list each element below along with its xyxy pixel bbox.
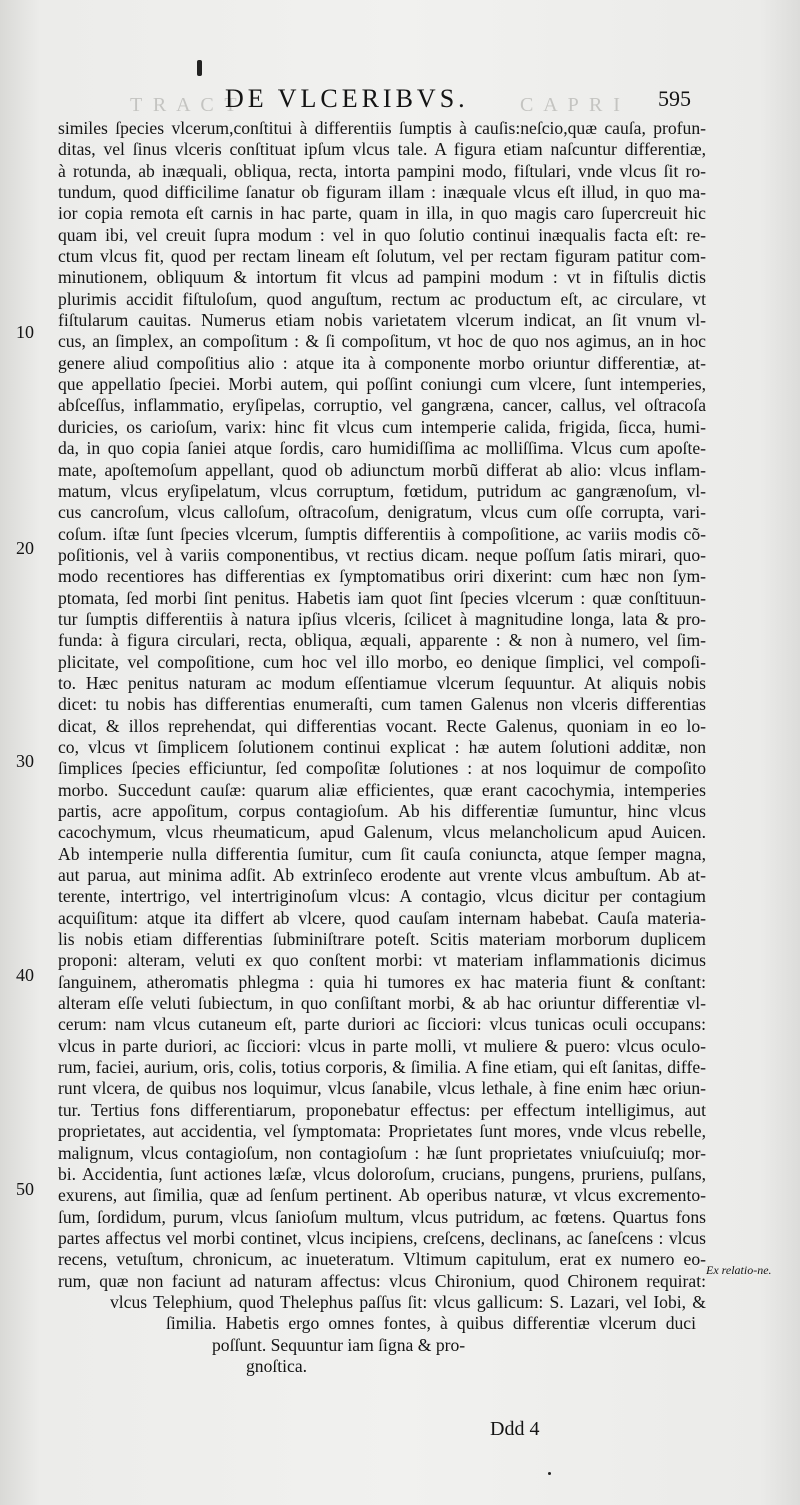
text-line: plicitate, vel compoſitione, cum hoc vel illo morbo, eo denique ſimplici, vel compoſi- bbox=[58, 651, 706, 672]
text-line: dicet: tu nobis has differentias enumeraſti, cum tamen Galenus non vlceris differentias bbox=[58, 694, 706, 715]
line-number-50: 50 bbox=[16, 1179, 34, 1199]
text-line: Ab intemperie nulla differentia ſumitur, cum ſit cauſa coniuncta, atque ſemper magna, bbox=[58, 843, 706, 864]
text-line: alteram eſſe veluti ſubiectum, in quo conſiſtant morbi, & ab hac oriuntur differentiæ vl- bbox=[58, 993, 706, 1014]
bleed-through-text-right: C A P R I bbox=[520, 94, 623, 116]
text-line: vlcus in parte duriori, ac ſicciori: vlcus in parte molli, vt muliere & puero: vlcus oculo- bbox=[58, 1035, 706, 1056]
text-line: acquiſitum: atque ita differt ab vlcere, quod cauſam internam habebat. Cauſa materia- bbox=[58, 907, 706, 928]
signature-mark: Ddd 4 bbox=[490, 1418, 540, 1440]
text-line: plurimis accidit fiſtuloſum, quod anguſtum, rectum ac productum eſt, ac circulare, vt bbox=[58, 288, 706, 309]
text-line: cacochymum, vlcus rheumaticum, apud Galenum, vlcus melancholicum apud Auicen. bbox=[58, 822, 706, 843]
text-line: que appellatio ſpeciei. Morbi autem, qui poſſint coniungi cum vlcere, ſunt intemperies, bbox=[58, 374, 706, 395]
text-line: proponi: alteram, veluti ex quo conſtent morbi: vt materiam inflammationis dicimus bbox=[58, 950, 706, 971]
text-line: tur. Tertius fons differentiarum, proponebatur effectus: per effectum intelligimus, aut bbox=[58, 1099, 706, 1120]
text-line: cus cancroſum, vlcus calloſum, oſtracoſum, denigratum, vlcus cum oſſe corrupta, vari- bbox=[58, 502, 706, 523]
text-line: dicat, & illos reprehendat, qui differentias vocant. Recte Galenus, quoniam in eo lo- bbox=[58, 715, 706, 736]
text-line: genere aliud compoſitius alio : atque ita à componente morbo oriuntur differentiæ, at- bbox=[58, 352, 706, 373]
text-line: co, vlcus vt ſimplicem ſolutionem continui explicat : hæ autem ſolutioni additæ, non bbox=[58, 736, 706, 757]
text-line: malignum, vlcus contagioſum, non contagioſum : hæ ſunt proprietates vniuſcuiuſq; mor- bbox=[58, 1142, 706, 1163]
text-line: bi. Accidentia, ſunt actiones læſæ, vlcus doloroſum, crucians, pungens, pruriens, pulſans, bbox=[58, 1163, 706, 1184]
text-line: funda: à figura circulari, recta, obliqua, æquali, apparente : & non à numero, vel ſim- bbox=[58, 630, 706, 651]
main-text-block bbox=[58, 118, 706, 1377]
bleed-through-text-left: T R A C T bbox=[130, 94, 240, 116]
text-line: proprietates, aut accidentia, vel ſymptomata: Proprietates ſunt mores, vnde vlcus rebelle, bbox=[58, 1121, 706, 1142]
text-line: tur ſumptis differentiis à natura ipſius vlceris, ſcilicet à magnitudine longa, lata & pro- bbox=[58, 608, 706, 629]
text-line: ctum vlcus fit, quod per rectam lineam eſt ſolutum, vel per rectam figuram patitur com- bbox=[58, 246, 706, 267]
line-number-10: 10 bbox=[16, 322, 34, 342]
text-line: ſanguinem, atheromatis phlegma : quia hi tumores ex hac materia fiunt & conſtant: bbox=[58, 971, 706, 992]
ink-speck bbox=[197, 60, 202, 76]
text-line: terente, intertrigo, vel intertriginoſum vlcus: A contagio, vlcus dicitur per contagium bbox=[58, 886, 706, 907]
page-header bbox=[0, 84, 800, 118]
text-line: minutionem, obliquum & intortum fit vlcus ad pampini modum : vt in fiſtulis dictis bbox=[58, 267, 706, 288]
text-line: duricies, os carioſum, varix: hinc fit vlcus cum intemperie calida, frigida, ſicca, humi- bbox=[58, 416, 706, 437]
text-line: morbo. Succedunt cauſæ: quarum aliæ efficientes, quæ erant cacochymia, intemperies bbox=[58, 779, 706, 800]
text-line: gnoſtica. bbox=[246, 1355, 308, 1376]
ink-speck bbox=[548, 1472, 551, 1475]
text-line: quam ibi, vel creuit ſupra modum : vel in quo ſolutio continui inæqualis facta eſt: re- bbox=[58, 224, 706, 245]
text-line: ditas, vel ſinus vlceris conſtituat ipſum vlcus tale. A figura etiam naſcuntur differentiæ, bbox=[58, 139, 706, 160]
line-number-30: 30 bbox=[16, 751, 34, 771]
text-line: partis, acre appoſitum, corpus contagioſum. Ab his differentiæ ſumuntur, hinc vlcus bbox=[58, 801, 706, 821]
text-line: aut parua, aut minima adſit. Ab extrinſeco erodente aut vrente vlcus ambuſtum. Ab at- bbox=[58, 865, 706, 886]
text-line: runt vlcera, de quibus nos loquimur, vlcus ſanabile, vlcus lethale, à fine enim hæc oriun- bbox=[58, 1078, 706, 1099]
page-number: 595 bbox=[658, 86, 691, 111]
text-line: mate, apoſtemoſum appellant, quod ob adiunctum morbũ differat ab alio: vlcus inflam- bbox=[58, 459, 706, 480]
text-line: poſſunt. Sequuntur iam ſigna & pro- bbox=[212, 1334, 466, 1355]
text-line: ſimplices ſpecies efficiuntur, ſed compoſitæ ſolutiones : at nos loquimur de compoſito bbox=[58, 758, 706, 779]
text-line: ſum, ſordidum, purum, vlcus ſanioſum multum, vlcus putridum, ac fœtens. Quartus fons bbox=[58, 1206, 706, 1227]
text-line: cerum: nam vlcus cutaneum eſt, parte duriori ac ſicciori: vlcus tunicas oculi occupans: bbox=[58, 1014, 706, 1035]
text-line: partes affectus vel morbi continet, vlcus incipiens, creſcens, declinans, ac ſaneſcens : vlcus bbox=[58, 1227, 706, 1248]
text-line: da, in quo copia ſaniei atque ſordis, caro humidiſſima ac molliſſima. Vlcus cum apoſte- bbox=[58, 438, 706, 459]
line-number-20: 20 bbox=[16, 538, 34, 558]
line-number-40: 40 bbox=[16, 965, 34, 985]
text-line: lis nobis etiam differentias ſubminiſtrare poteſt. Scitis materiam morborum duplicem bbox=[58, 929, 706, 950]
text-line: matum, vlcus eryſipelatum, vlcus corruptum, fœtidum, putridum ac gangrænoſum, vl- bbox=[58, 480, 706, 501]
running-title: DE VLCERIBVS. bbox=[225, 84, 469, 113]
text-line: modo recentiores has differentias ex ſymptomatibus oriri dixerint: cum hæc non ſym- bbox=[58, 566, 706, 587]
text-line: fiſtularum cauitas. Numerus etiam nobis varietatem vlcerum indicat, an ſit vnum vl- bbox=[58, 310, 706, 331]
text-line: recens, vetuſtum, chronicum, ac inueteratum. Vltimum capitulum, erat ex numero eo- bbox=[58, 1249, 706, 1270]
marginal-note: Ex relatio-ne. bbox=[706, 1263, 772, 1277]
text-line: ptomata, ſed morbi ſint penitus. Habetis iam quot ſint ſpecies vlcerum : quæ conſtituun- bbox=[58, 587, 706, 608]
text-line: rum, quæ non faciunt ad naturam affectus: vlcus Chironium, quod Chironem requirat: bbox=[58, 1270, 706, 1291]
text-line: poſitionis, vel à variis componentibus, vt rectius dicam. neque poſſum ſatis mirari, quo- bbox=[58, 544, 706, 565]
text-line: to. Hæc penitus naturam ac modum eſſentiamue vlcerum ſequuntur. At aliquis nobis bbox=[58, 672, 706, 693]
text-line: tundum, quod difficilime ſanatur ob figuram illam : inæquale vlcus eſt illud, in quo ma- bbox=[58, 182, 706, 203]
text-line: à rotunda, ab inæquali, obliqua, recta, intorta pampini modo, fiſtulari, vnde vlcus ſit ro- bbox=[58, 160, 706, 181]
text-line: cus, an ſimplex, an compoſitum : & ſi compoſitum, vt hoc de quo nos agimus, an in hoc bbox=[58, 331, 706, 352]
text-line: rum, faciei, aurium, oris, colis, totius corporis, & ſimilia. A fine etiam, qui eſt ſanitas, diffe- bbox=[58, 1057, 706, 1078]
text-line: ior copia remota eſt carnis in hac parte, quam in illa, in quo magis caro ſupercreuit hic bbox=[58, 203, 706, 224]
text-line: exurens, aut ſimilia, quæ ad ſenſum pertinent. Ab operibus naturæ, vt vlcus excremento- bbox=[58, 1185, 706, 1206]
text-line: ſimilia. Habetis ergo omnes fontes, à quibus differentiæ vlcerum duci bbox=[166, 1313, 696, 1334]
text-line: coſum. iſtæ ſunt ſpecies vlcerum, ſumptis differentiis à compoſitione, ac variis modis cõ- bbox=[58, 523, 706, 544]
text-line: abſceſſus, inflammatio, eryſipelas, corruptio, vel gangræna, cancer, callus, vel oſtracoſa bbox=[58, 395, 706, 416]
text-line: vlcus Telephium, quod Thelephus paſſus ſit: vlcus gallicum: S. Lazari, vel Iobi, & bbox=[110, 1291, 706, 1312]
text-line: similes ſpecies vlcerum,conſtitui à differentiis ſumptis à cauſis:neſcio,quæ cauſa, profun- bbox=[58, 118, 706, 138]
